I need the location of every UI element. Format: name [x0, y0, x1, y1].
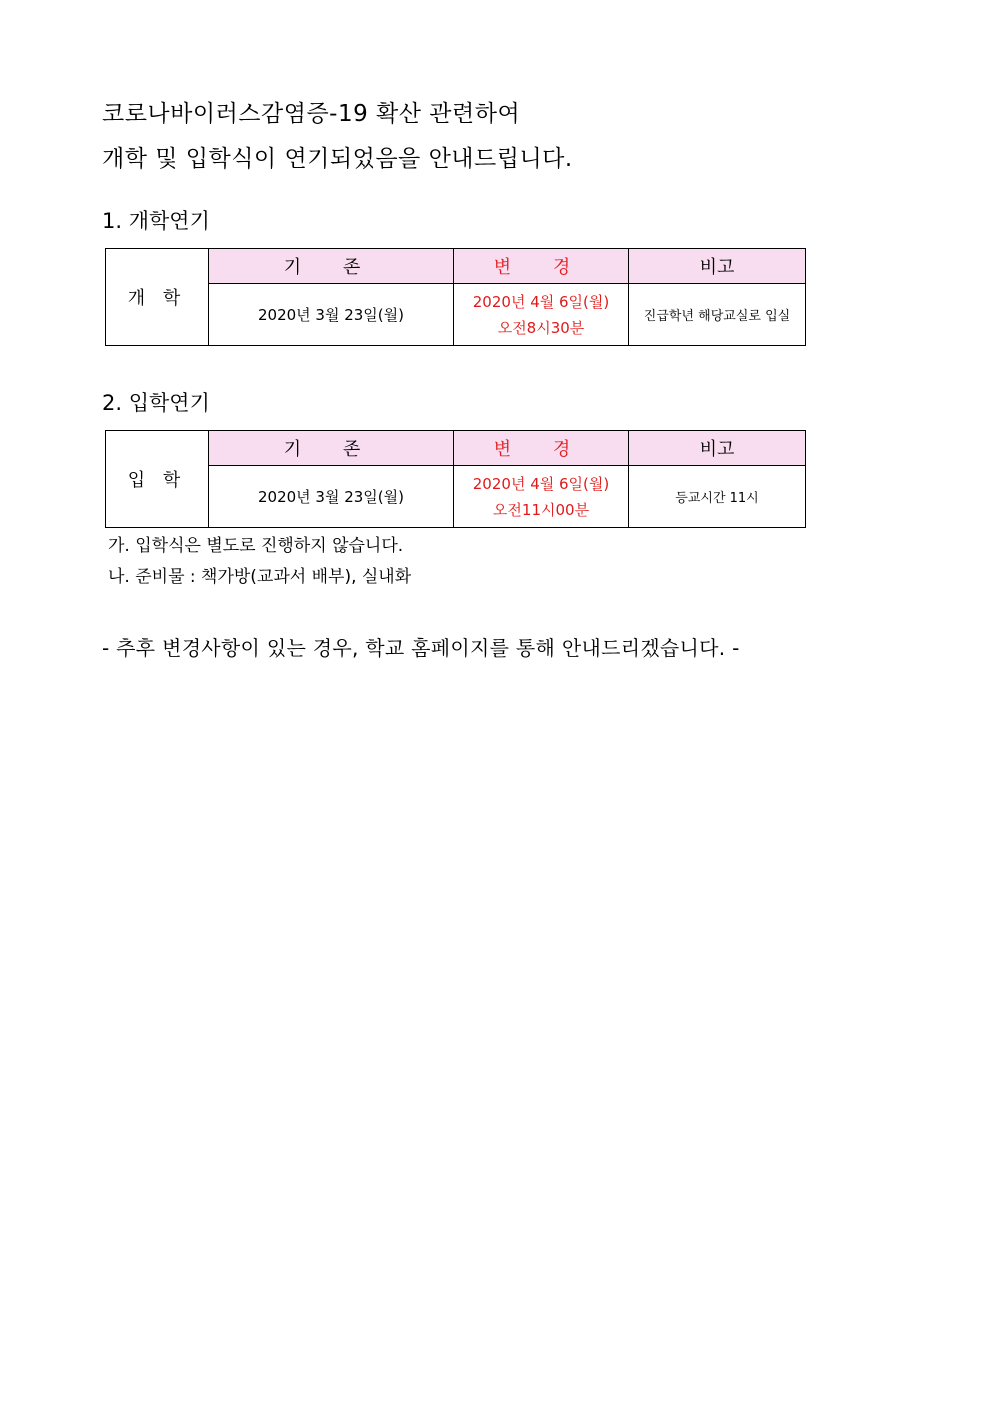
changed-date-line-1: 2020년 4월 6일(월) [472, 474, 610, 493]
existing-date: 2020년 3월 23일(월) [209, 466, 454, 528]
note-item: 나. 준비물 : 책가방(교과서 배부), 실내화 [108, 567, 412, 587]
admission-notes [108, 531, 411, 593]
school-opening-table [105, 248, 806, 346]
row-label-opening: 개 학 [106, 249, 209, 346]
intro-text [102, 92, 573, 182]
changed-date-line-2: 오전11시00분 [492, 500, 590, 519]
section-title-school-opening: 1. 개학연기 [102, 209, 210, 233]
footer-notice: - 추후 변경사항이 있는 경우, 학교 홈페이지를 통해 안내드리겠습니다. - [102, 636, 740, 660]
note-item: 가. 입학식은 별도로 진행하지 않습니다. [108, 536, 404, 556]
changed-date-line-2: 오전8시30분 [497, 318, 585, 337]
section-title-admission: 2. 입학연기 [102, 391, 210, 415]
header-remarks: 비고 [629, 431, 806, 466]
header-changed: 변 경 [454, 431, 629, 466]
header-existing: 기 존 [209, 431, 454, 466]
existing-date: 2020년 3월 23일(월) [209, 284, 454, 346]
intro-line-1: 코로나바이러스감염증-19 확산 관련하여 [102, 101, 521, 127]
changed-date-line-1: 2020년 4월 6일(월) [472, 292, 610, 311]
admission-table [105, 430, 806, 528]
remarks-value: 등교시간 11시 [629, 466, 806, 528]
remarks-value: 진급학년 해당교실로 입실 [629, 284, 806, 346]
header-changed: 변 경 [454, 249, 629, 284]
changed-date [454, 284, 629, 346]
intro-line-2: 개학 및 입학식이 연기되었음을 안내드립니다. [102, 146, 573, 172]
header-remarks: 비고 [629, 249, 806, 284]
changed-date [454, 466, 629, 528]
row-label-admission: 입 학 [106, 431, 209, 528]
header-existing: 기 존 [209, 249, 454, 284]
